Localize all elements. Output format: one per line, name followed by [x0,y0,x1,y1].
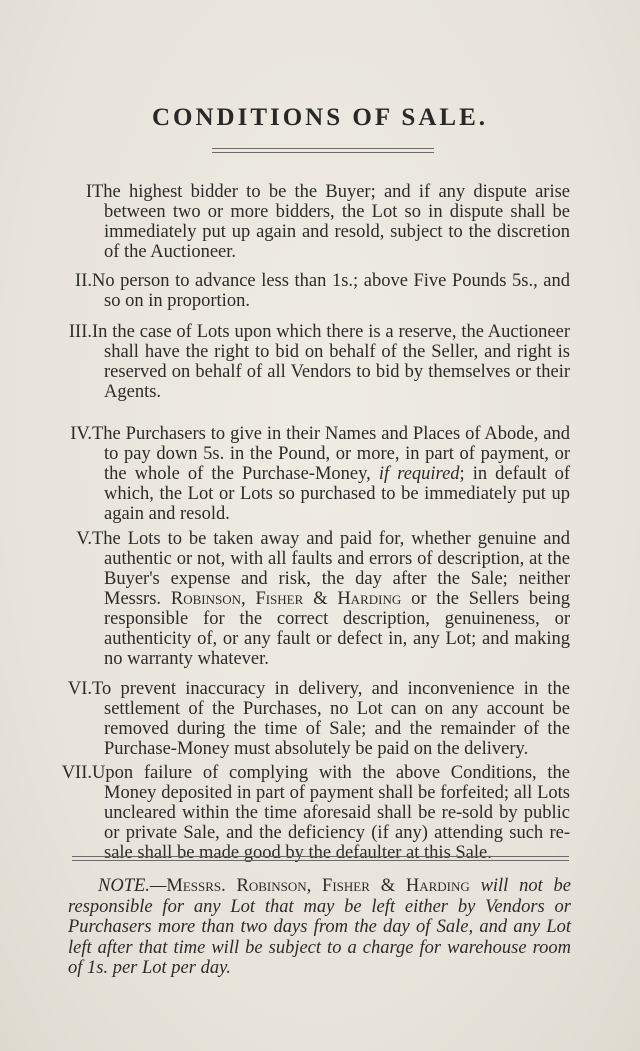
condition-text-italic: if required [378,464,460,484]
condition-text-part: The Purchasers to give in their Names and Places of Abode, and to pay down 5s. in the Pound, or more, in part of payment, or the whole of the Purchase-Money, [92,424,570,484]
condition-text: In the case of Lots upon which there is a reserve, the Auctioneer shall have the right to bid on behalf of the Seller, and right is reserved on behalf of all Vendors to bid by themselves or their Agents. [92,322,570,402]
note-text: will not be responsible for any Lot that may be left either by Vendors or Purchasers more than two days from the day of Sale, and any Lot left after that time will be subject to a charge for warehouse room of 1s. per Lot per day. [68,876,571,978]
condition-text-part: ; in default of which, the Lot or Lots so purchased to be immediately put up again and resold. [104,464,570,524]
condition-numeral: II. [75,271,92,291]
title-divider [212,148,434,153]
note-lead: NOTE.— [98,876,167,896]
note-divider [72,856,569,861]
note-paragraph [68,876,571,979]
condition-numeral: I [85,182,92,202]
condition-text: The highest bidder to be the Buyer; and if any dispute arise between two or more bidders, the Lot so in dispute shall be immediately put up again and resold, subject to the discretion of the Auctioneer. [92,182,570,262]
condition-numeral: VI. [67,679,92,699]
condition-text [92,424,570,524]
condition-numeral: IV. [70,424,92,444]
condition-text-part: The Lots to be taken away and paid for, whether genuine and authentic or not, with all faults and errors of description, at the Buyer's expense and risk, the day after the Sale; neither Messrs. [92,529,570,609]
page-title: CONDITIONS OF SALE. [152,104,488,131]
condition-numeral: VII. [61,763,92,783]
auctioneer-names: Robinson, Fisher & Harding [170,589,402,609]
condition-text: No person to advance less than 1s.; above Five Pounds 5s., and so on in proportion. [92,271,570,311]
note-names: Messrs. Robinson, Fisher & Harding [166,876,470,896]
condition-numeral: V. [76,529,92,549]
condition-text: Upon failure of complying with the above Conditions, the Money deposited in part of payment shall be forfeited; all Lots uncleared within the time aforesaid shall be re-sold by public or private Sale, and the deficiency (if any) attending such re-sale shall be made good by the defaulter at this Sale. [92,763,570,863]
condition-text-part: or the Sellers being responsible for the correct description, genuineness, or authenticity of, or any fault or defect in, any Lot; and making no warranty whatever. [104,589,571,669]
condition-numeral: III. [68,322,92,342]
condition-text: To prevent inaccuracy in delivery, and inconvenience in the settlement of the Purchases, no Lot can on any account be removed during the time of Sale; and the remainder of the Purchase-Money must absolutely be paid on the delivery. [92,679,570,759]
condition-text [92,529,571,669]
